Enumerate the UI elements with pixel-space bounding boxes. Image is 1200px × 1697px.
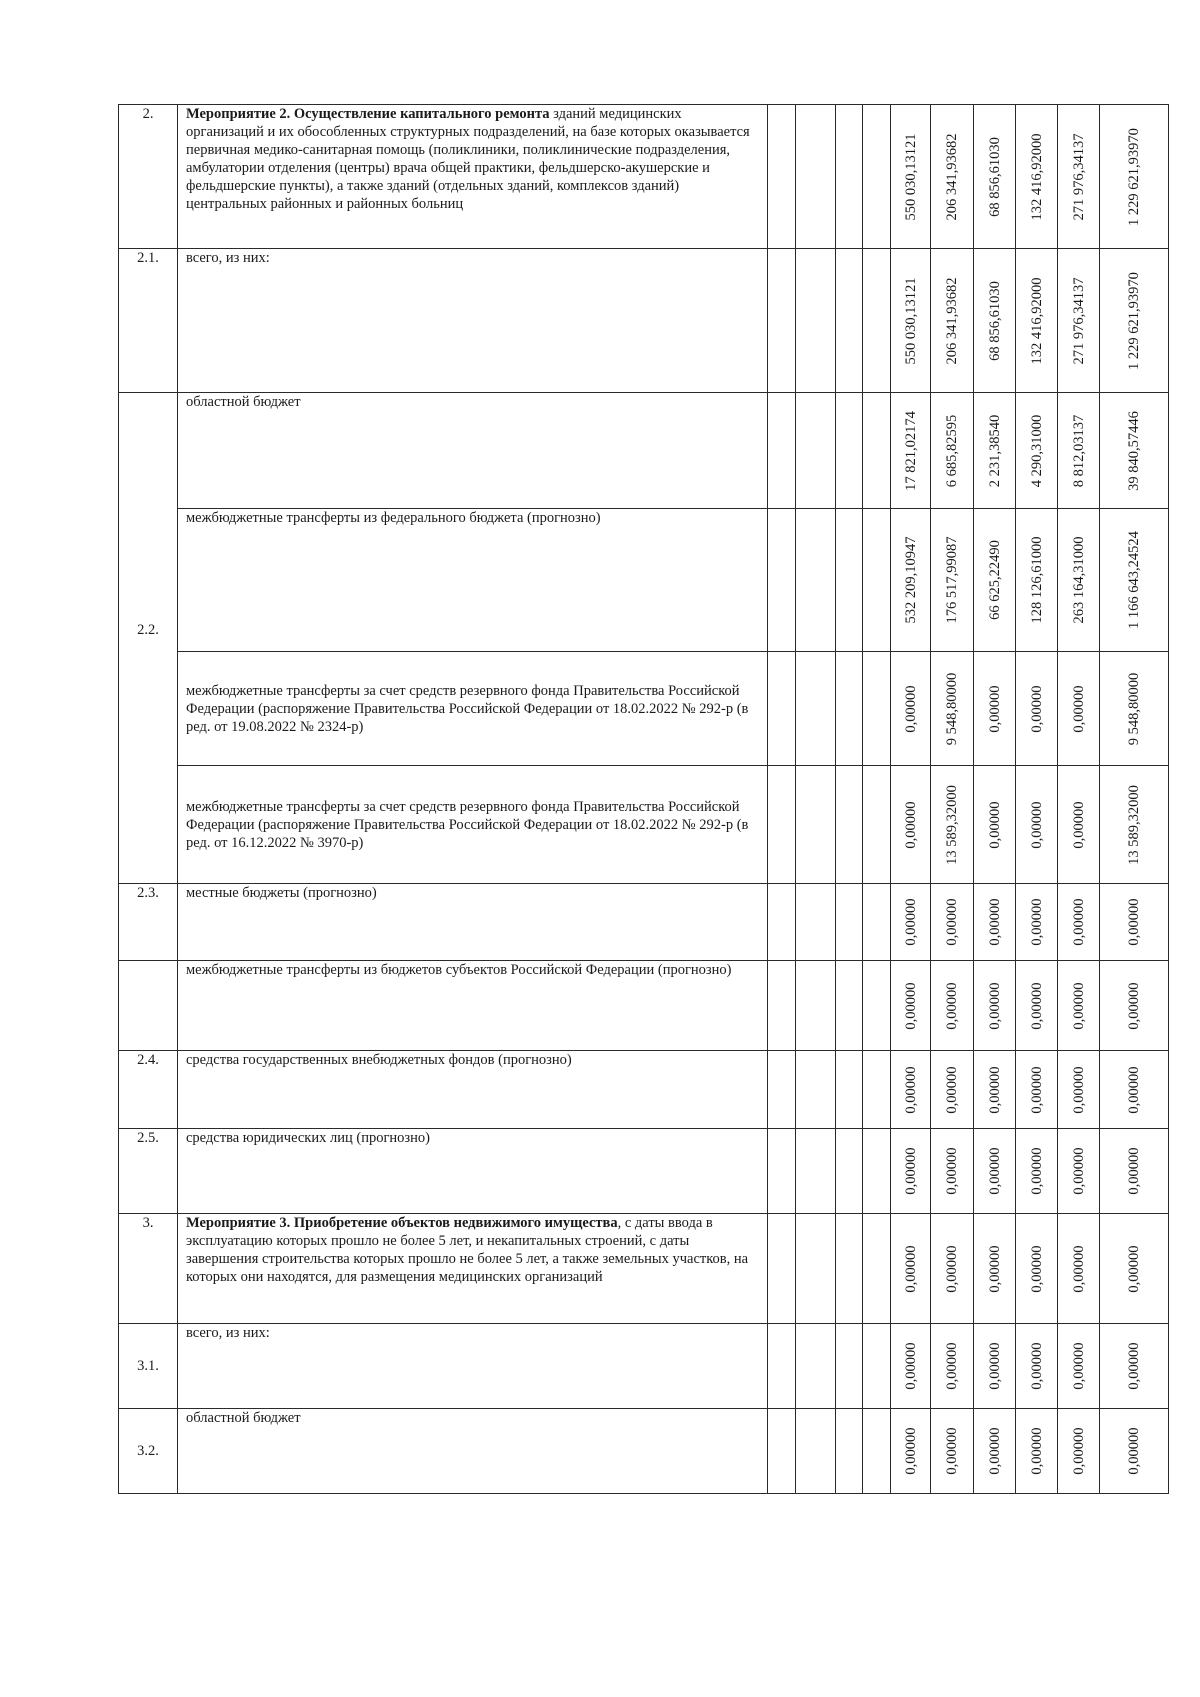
empty-cell [796,393,836,509]
value-text: 0,00000 [902,981,919,1030]
value-cell [1016,1214,1058,1324]
value-cell [1016,249,1058,393]
empty-cell [836,1051,863,1129]
value-text: 206 341,93682 [944,277,960,364]
value-text: 0,00000 [986,1427,1003,1475]
value-text: 271 976,34137 [1070,277,1087,364]
value-cell [1058,1409,1100,1494]
empty-cell [796,766,836,884]
row-title-rest: зданий медицинских организаций и их обособленных структурных подразделений, на базе которых оказывается первичная медико-санитарная помощь (поликлиники, поликлинические подразделения, амбулатории отделения (центры) врача общей практики, фельдшерско-акушерские и фельдшерские пункты), а также зданий (отдельных зданий, комплексов зданий) центральных районных и районных больниц [186,106,750,212]
table-row [119,509,1169,652]
value-text: 0,00000 [1028,981,1045,1030]
value-cell [1058,766,1100,884]
empty-cell [796,652,836,766]
value-cell [974,509,1016,652]
value-text: 4 290,31000 [1028,414,1045,487]
value-cell [931,393,974,509]
value-text: 0,00000 [1126,898,1142,946]
value-text: 0,00000 [986,1065,1003,1114]
value-cell [931,509,974,652]
empty-cell [863,1214,891,1324]
value-text: 0,00000 [902,1427,919,1475]
value-text: 0,00000 [902,1342,919,1390]
value-cell [1016,1324,1058,1409]
value-text: 0,00000 [1028,684,1045,733]
empty-cell [796,1051,836,1129]
value-text: 39 840,57446 [1126,410,1142,491]
row-number [119,393,178,884]
value-text: 0,00000 [1028,1065,1045,1114]
value-cell [1016,105,1058,249]
row-title-bold: Мероприятие 3. Приобретение объектов недвижимого имущества [186,1215,618,1231]
value-text: 0,00000 [1070,684,1087,733]
value-cell [1058,249,1100,393]
value-text: 0,00000 [944,1342,960,1390]
empty-cell [863,509,891,652]
value-cell [974,961,1016,1051]
table-row [119,393,1169,509]
value-cell [1058,105,1100,249]
table-row [119,961,1169,1051]
table-row [119,1324,1169,1409]
value-text: 0,00000 [1028,898,1045,946]
value-text: 0,00000 [1126,981,1142,1030]
value-text: 0,00000 [986,1244,1003,1293]
value-text: 0,00000 [986,684,1003,733]
value-cell [1058,509,1100,652]
row-number: 3. [119,1214,178,1324]
value-cell [974,249,1016,393]
value-cell [1016,393,1058,509]
value-cell [974,652,1016,766]
value-text: 128 126,61000 [1028,536,1045,624]
row-number-text: 2.2. [137,622,159,638]
row-title-bold: Мероприятие 2. Осуществление капитального ремонта [186,106,550,122]
empty-cell [863,1409,891,1494]
value-cell [1100,105,1169,249]
value-text: 66 625,22490 [986,540,1003,620]
value-text: 0,00000 [1070,1427,1087,1475]
value-cell [1016,509,1058,652]
value-text: 9 548,80000 [1126,672,1142,745]
table-row [119,652,1169,766]
value-text: 0,00000 [1028,1427,1045,1475]
empty-cell [796,884,836,961]
table-row [119,1409,1169,1494]
value-text: 0,00000 [944,1147,960,1195]
value-text: 0,00000 [986,800,1003,849]
row-number: 3.1. [119,1324,178,1409]
value-text: 0,00000 [944,1065,960,1114]
empty-cell [768,1051,796,1129]
row-number: 2.5. [119,1129,178,1214]
value-text: 0,00000 [902,1147,919,1195]
table-row [119,249,1169,393]
row-description [178,105,768,249]
value-cell [931,766,974,884]
value-text: 0,00000 [1126,1427,1142,1475]
value-cell [974,1409,1016,1494]
empty-cell [768,393,796,509]
empty-cell [836,961,863,1051]
value-cell [1100,1324,1169,1409]
value-text: 1 166 643,24524 [1126,531,1142,629]
value-cell [931,1129,974,1214]
value-cell [931,1324,974,1409]
value-cell [1100,1129,1169,1214]
table-row [119,1051,1169,1129]
row-number: 2.3. [119,884,178,961]
value-cell [891,1129,931,1214]
row-number: 3.2. [119,1409,178,1494]
value-text: 0,00000 [944,1427,960,1475]
empty-cell [863,652,891,766]
value-cell [1058,652,1100,766]
value-cell [931,652,974,766]
empty-cell [796,1324,836,1409]
table-row [119,766,1169,884]
value-text: 550 030,13121 [902,133,919,220]
empty-cell [768,105,796,249]
empty-cell [863,249,891,393]
row-description [178,1214,768,1324]
value-cell [974,1324,1016,1409]
value-text: 0,00000 [1126,1065,1142,1114]
empty-cell [863,1051,891,1129]
empty-cell [768,766,796,884]
value-text: 0,00000 [1070,1147,1087,1195]
value-text: 6 685,82595 [944,414,960,487]
value-cell [891,884,931,961]
value-cell [1058,1324,1100,1409]
empty-cell [863,393,891,509]
value-text: 8 812,03137 [1070,414,1087,487]
empty-cell [836,249,863,393]
empty-cell [863,105,891,249]
value-text: 13 589,32000 [1126,784,1142,865]
row-description: средства юридических лиц (прогнозно) [178,1129,768,1214]
value-cell [1016,1409,1058,1494]
value-text: 0,00000 [902,1244,919,1293]
value-cell [1016,961,1058,1051]
value-text: 271 976,34137 [1070,133,1087,220]
empty-cell [863,766,891,884]
value-cell [1016,766,1058,884]
value-cell [1100,1409,1169,1494]
value-cell [974,393,1016,509]
empty-cell [836,652,863,766]
value-text: 206 341,93682 [944,133,960,220]
value-cell [974,105,1016,249]
value-cell [1058,1051,1100,1129]
empty-cell [836,1214,863,1324]
empty-cell [796,1214,836,1324]
row-description: областной бюджет [178,393,768,509]
value-cell [931,105,974,249]
value-text: 0,00000 [1070,1342,1087,1390]
empty-cell [796,1129,836,1214]
value-cell [931,961,974,1051]
value-cell [1100,1051,1169,1129]
value-cell [891,766,931,884]
row-description: средства государственных внебюджетных фондов (прогнозно) [178,1051,768,1129]
value-text: 2 231,38540 [986,414,1003,487]
value-cell [891,509,931,652]
row-description: областной бюджет [178,1409,768,1494]
empty-cell [836,1324,863,1409]
value-text: 0,00000 [986,981,1003,1030]
value-cell [891,1214,931,1324]
empty-cell [836,884,863,961]
empty-cell [768,652,796,766]
value-cell [974,1214,1016,1324]
value-cell [974,884,1016,961]
value-cell [1058,1214,1100,1324]
value-cell [1100,961,1169,1051]
value-text: 1 229 621,93970 [1126,127,1142,226]
value-text: 176 517,99087 [944,536,960,624]
value-cell [1016,884,1058,961]
value-text: 0,00000 [1126,1244,1142,1293]
empty-cell [796,961,836,1051]
row-description: межбюджетные трансферты из федерального бюджета (прогнозно) [178,509,768,652]
table-row [119,105,1169,249]
empty-cell [768,249,796,393]
value-text: 0,00000 [1028,1342,1045,1390]
value-cell [891,105,931,249]
row-description: межбюджетные трансферты из бюджетов субъектов Российской Федерации (прогнозно) [178,961,768,1051]
row-number: 2.1. [119,249,178,393]
value-cell [1100,652,1169,766]
value-text: 0,00000 [902,1065,919,1114]
empty-cell [796,1409,836,1494]
value-cell [1100,393,1169,509]
value-cell [891,961,931,1051]
empty-cell [836,393,863,509]
empty-cell [796,105,836,249]
budget-table [118,104,1169,1494]
value-text: 550 030,13121 [902,277,919,364]
value-cell [891,1324,931,1409]
value-cell [931,1409,974,1494]
value-cell [1100,884,1169,961]
value-text: 13 589,32000 [944,784,960,865]
table-row [119,1214,1169,1324]
row-description: межбюджетные трансферты за счет средств резервного фонда Правительства Российской Федерации (распоряжение Правительства Российской Федерации от 18.02.2022 № 292-р (в ред. от 19.08.2022 № 2324-р) [178,652,768,766]
value-text: 0,00000 [944,1244,960,1293]
table-row [119,884,1169,961]
row-number: 2. [119,105,178,249]
value-text: 0,00000 [1070,1065,1087,1114]
value-text: 0,00000 [1070,981,1087,1030]
value-cell [1100,1214,1169,1324]
empty-cell [836,1409,863,1494]
value-cell [974,766,1016,884]
value-text: 0,00000 [944,981,960,1030]
value-cell [1058,1129,1100,1214]
empty-cell [768,1214,796,1324]
empty-cell [863,961,891,1051]
value-cell [1058,884,1100,961]
row-title-rest: , с даты ввода в эксплуатацию которых прошло не более 5 лет, и некапитальных строений, с даты завершения строительства которых прошло не более 5 лет, а также земельных участков, на которых они находятся, для размещения медицинских организаций [186,1215,749,1285]
value-text: 0,00000 [1070,1244,1087,1293]
value-text: 263 164,31000 [1070,536,1087,624]
value-cell [1016,1129,1058,1214]
value-text: 0,00000 [1028,800,1045,849]
value-cell [931,884,974,961]
empty-cell [863,884,891,961]
row-number: 2.4. [119,1051,178,1129]
row-description: всего, из них: [178,249,768,393]
empty-cell [768,961,796,1051]
value-text: 0,00000 [902,800,919,849]
empty-cell [768,1409,796,1494]
value-text: 0,00000 [1126,1342,1142,1390]
empty-cell [768,1129,796,1214]
value-text: 132 416,92000 [1028,133,1045,220]
value-cell [974,1051,1016,1129]
value-text: 0,00000 [986,1147,1003,1195]
empty-cell [768,884,796,961]
empty-cell [863,1324,891,1409]
value-cell [1100,249,1169,393]
value-cell [891,1051,931,1129]
value-text: 9 548,80000 [944,672,960,745]
value-cell [1058,961,1100,1051]
value-cell [1016,652,1058,766]
value-text: 0,00000 [1070,898,1087,946]
value-text: 0,00000 [1028,1147,1045,1195]
value-cell [891,1409,931,1494]
value-cell [931,1051,974,1129]
empty-cell [836,105,863,249]
value-text: 0,00000 [986,898,1003,946]
value-cell [891,652,931,766]
empty-cell [836,766,863,884]
value-cell [1016,1051,1058,1129]
row-description: всего, из них: [178,1324,768,1409]
empty-cell [768,1324,796,1409]
value-cell [891,393,931,509]
empty-cell [836,509,863,652]
row-description: межбюджетные трансферты за счет средств резервного фонда Правительства Российской Федерации (распоряжение Правительства Российской Федерации от 18.02.2022 № 292-р (в ред. от 16.12.2022 № 3970-р) [178,766,768,884]
value-cell [931,249,974,393]
value-text: 0,00000 [902,898,919,946]
value-text: 0,00000 [902,684,919,733]
value-text: 0,00000 [1126,1147,1142,1195]
value-cell [1100,509,1169,652]
value-text: 68 856,61030 [986,280,1003,361]
empty-cell [768,509,796,652]
value-cell [931,1214,974,1324]
value-text: 0,00000 [1028,1244,1045,1293]
value-cell [891,249,931,393]
value-cell [1058,393,1100,509]
row-number [119,961,178,1051]
value-text: 68 856,61030 [986,136,1003,217]
empty-cell [796,509,836,652]
empty-cell [796,249,836,393]
value-text: 0,00000 [986,1342,1003,1390]
value-text: 532 209,10947 [902,536,919,624]
value-cell [974,1129,1016,1214]
empty-cell [863,1129,891,1214]
value-cell [1100,766,1169,884]
value-text: 17 821,02174 [902,410,919,491]
value-text: 0,00000 [1070,800,1087,849]
value-text: 0,00000 [944,898,960,946]
value-text: 132 416,92000 [1028,277,1045,364]
row-description: местные бюджеты (прогнозно) [178,884,768,961]
table-row [119,1129,1169,1214]
value-text: 1 229 621,93970 [1126,271,1142,370]
empty-cell [836,1129,863,1214]
